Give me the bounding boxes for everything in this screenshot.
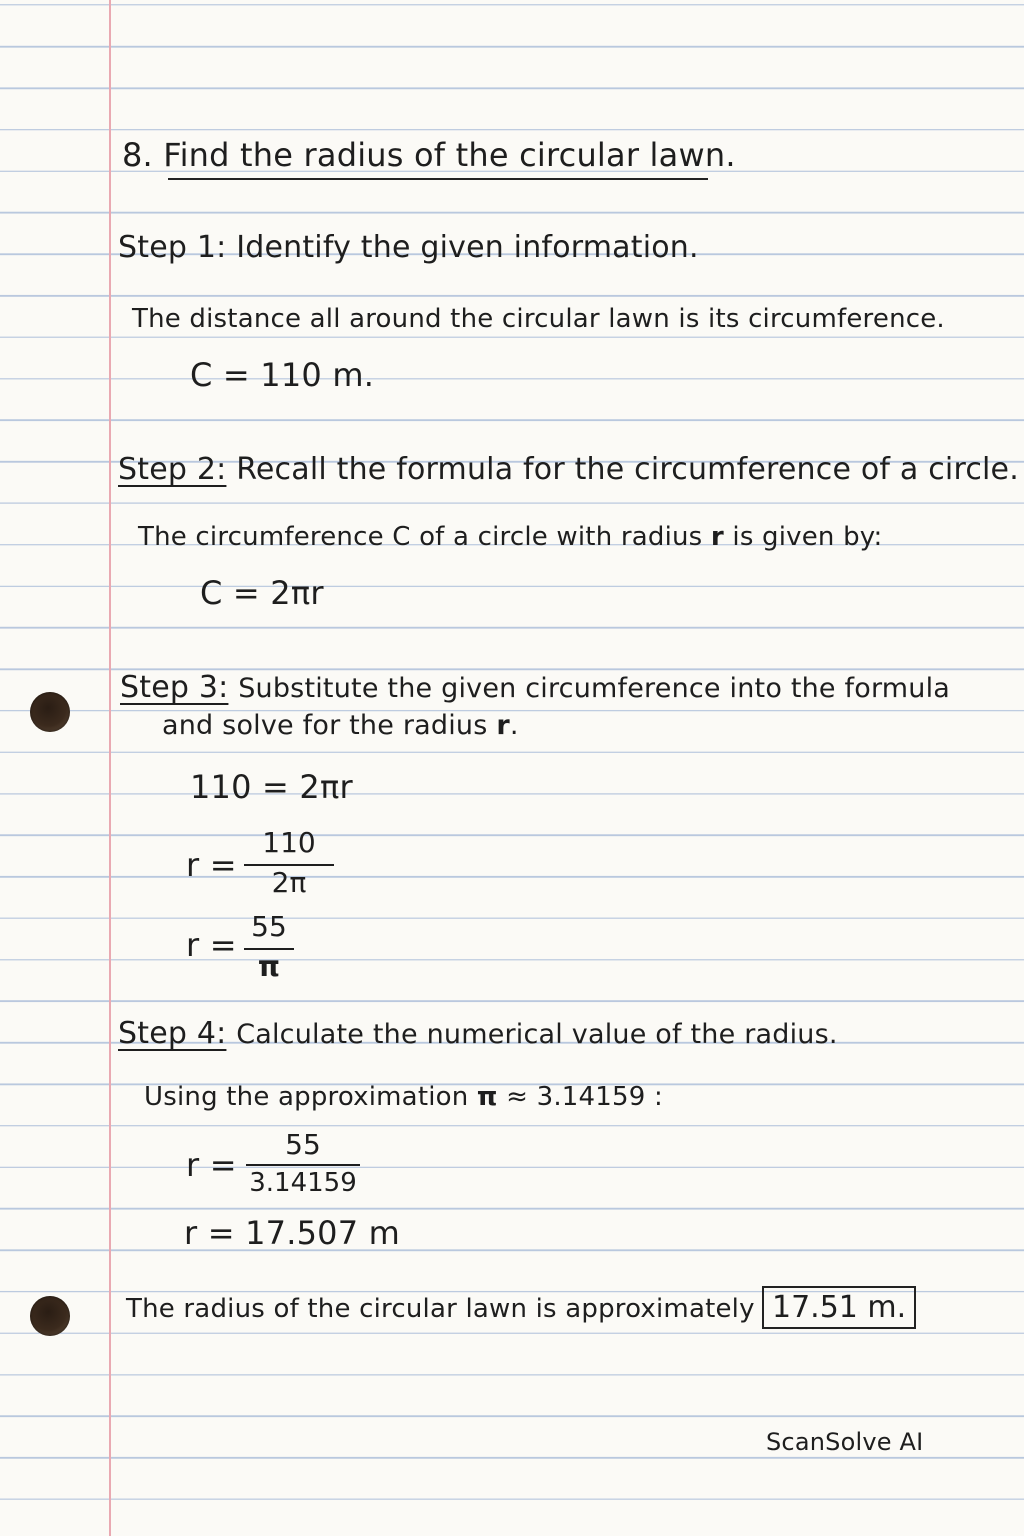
step3-heading-var: r: [496, 710, 510, 741]
step3-equation-1: 110 = 2πr: [190, 768, 353, 806]
step2-heading: Recall the formula for the circumference of a circle.: [236, 452, 1019, 487]
title-underline: [168, 178, 708, 180]
step3-fraction-1: [244, 826, 334, 898]
step2-line: [118, 452, 1019, 487]
punch-hole-bottom: [30, 1296, 70, 1336]
step4-heading: Calculate the numerical value of the radius.: [236, 1019, 838, 1050]
step3-line-2: [162, 710, 519, 741]
step4-text-b: ≈ 3.14159 :: [506, 1082, 663, 1112]
step4-label: Step 4:: [118, 1016, 227, 1051]
step4-equation-2: r = 17.507 m: [184, 1214, 401, 1252]
step4-text-pi: π: [476, 1082, 498, 1112]
step2-text-b: is given by:: [732, 522, 883, 552]
step3-fraction-1-numerator: 110: [262, 826, 316, 859]
step3-equation-2-lhs: r =: [186, 846, 237, 884]
margin-line: [109, 0, 111, 1536]
fraction-bar: [246, 1164, 360, 1166]
step4-text-a: Using the approximation: [144, 1082, 469, 1112]
step1-heading: Identify the given information.: [236, 230, 699, 265]
step4-text: [144, 1082, 663, 1112]
punch-hole-top: [30, 692, 70, 732]
step2-text-var: r: [710, 522, 724, 552]
step3-fraction-1-denominator: 2π: [271, 866, 307, 899]
step2-equation: C = 2πr: [200, 574, 324, 612]
step4-fraction-denominator: 3.14159: [249, 1168, 357, 1198]
step4-line: [118, 1016, 838, 1051]
final-answer-box: 17.51 m.: [762, 1286, 916, 1329]
step1-text: The distance all around the circular lawn is its circumference.: [132, 304, 945, 334]
step1-label: Step 1:: [118, 230, 227, 265]
step3-heading-1: Substitute the given circumference into the formula: [238, 673, 951, 704]
step3-fraction-2-numerator: 55: [251, 910, 287, 943]
step4-fraction: [246, 1128, 360, 1200]
watermark: ScanSolve AI: [766, 1428, 924, 1456]
step3-heading-2a: and solve for the radius: [162, 710, 488, 741]
step2-text-a: The circumference C of a circle with radius: [138, 522, 703, 552]
step3-label: Step 3:: [120, 670, 229, 705]
step2-label: Step 2:: [118, 452, 227, 487]
step3-equation-3-lhs: r =: [186, 926, 237, 964]
problem-title: 8. Find the radius of the circular lawn.: [122, 136, 736, 174]
step3-heading-2b: .: [509, 710, 519, 741]
step2-text: [138, 522, 882, 552]
step1-line: [118, 230, 699, 265]
step4-equation-1-lhs: r =: [186, 1146, 237, 1184]
step4-fraction-numerator: 55: [285, 1128, 321, 1161]
step3-line-1: [120, 670, 950, 705]
step1-equation: C = 110 m.: [190, 356, 375, 394]
conclusion-text: The radius of the circular lawn is approximately: [126, 1294, 755, 1324]
step3-fraction-2-denominator: π: [257, 950, 281, 983]
step3-fraction-2: [244, 910, 294, 983]
